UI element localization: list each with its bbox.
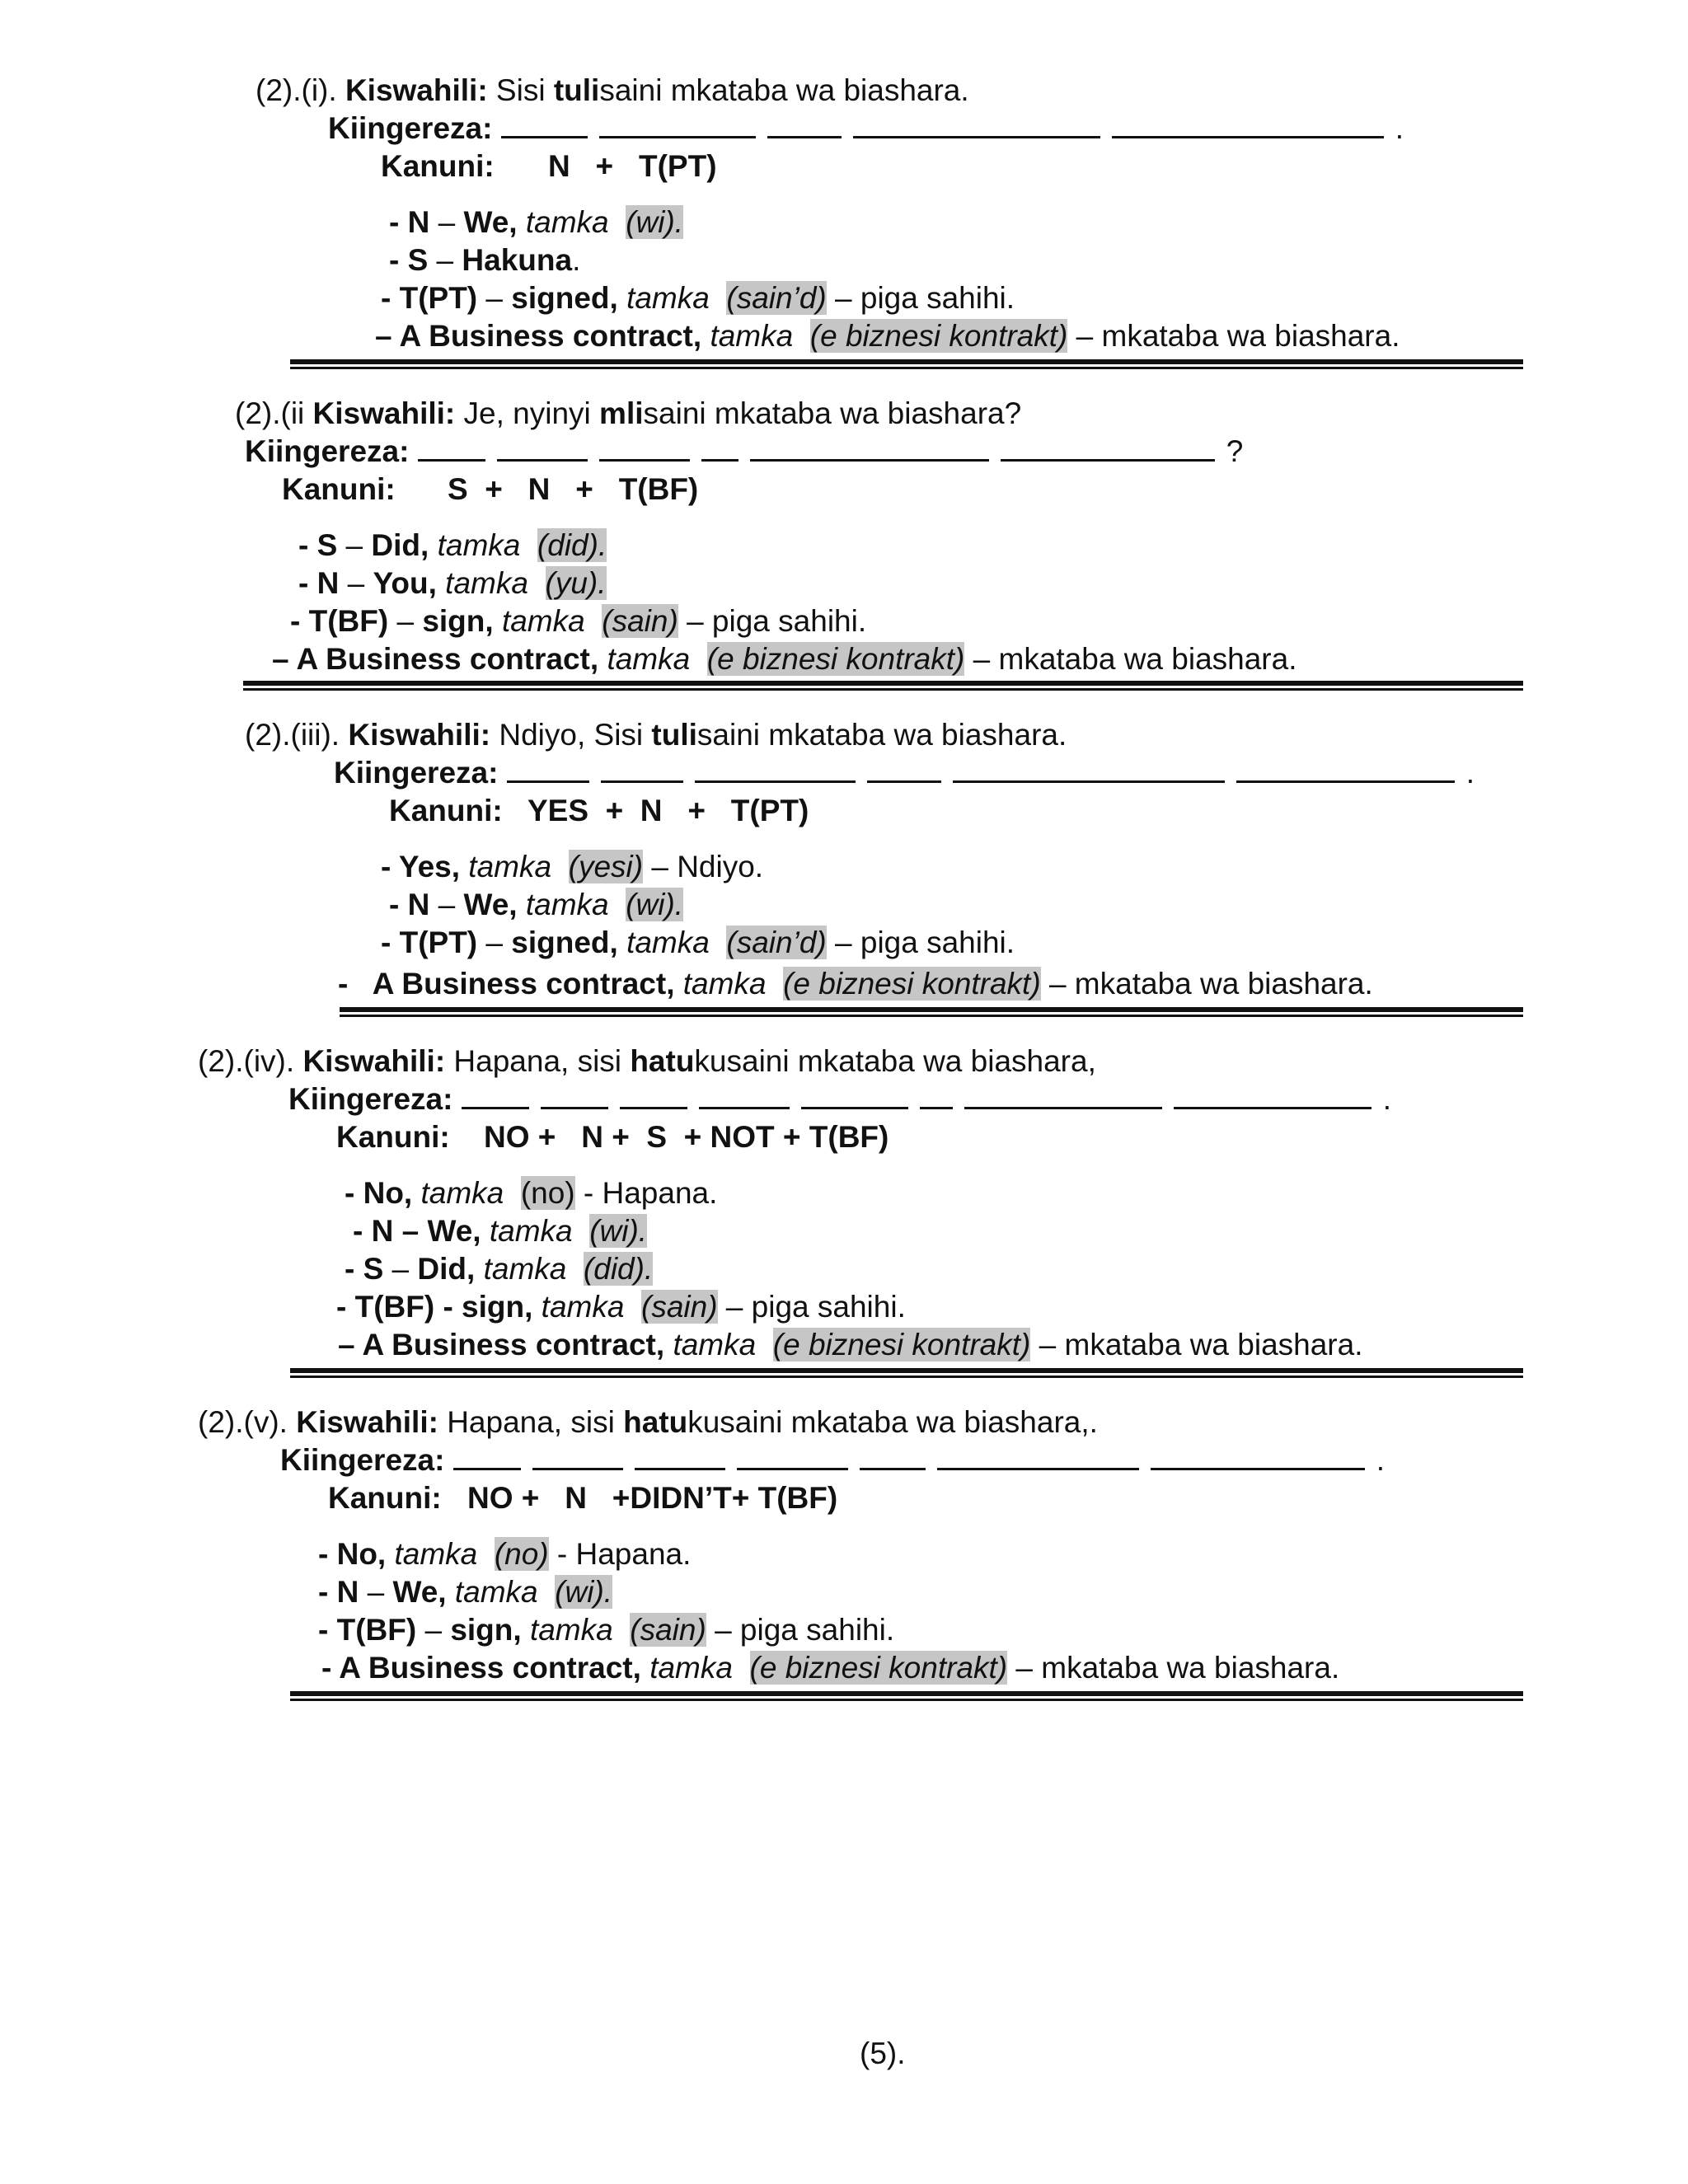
sentence-tense-marker: tuli bbox=[651, 718, 697, 752]
kiingereza-answer-line bbox=[280, 1442, 1385, 1479]
end-punctuation: . bbox=[1465, 756, 1475, 790]
item-prefix: - S bbox=[345, 1252, 384, 1286]
answer-blank[interactable] bbox=[867, 756, 941, 783]
pronunciation-highlight: (e biznesi kontrakt) bbox=[749, 1651, 1008, 1685]
vocabulary-item bbox=[381, 849, 763, 885]
answer-blank[interactable] bbox=[599, 111, 756, 138]
sentence-tense-marker: mli bbox=[599, 396, 644, 430]
swahili-meaning: - Hapana. bbox=[548, 1537, 692, 1571]
vocabulary-item bbox=[345, 1175, 717, 1212]
answer-blank[interactable] bbox=[1112, 111, 1384, 138]
item-separator: – bbox=[383, 1252, 418, 1286]
vocabulary-item bbox=[338, 1327, 1362, 1363]
exercise-number: (2).(iv). bbox=[198, 1044, 295, 1078]
page-number: (5). bbox=[860, 2036, 906, 2070]
answer-blank[interactable] bbox=[1151, 1443, 1365, 1470]
exercise-number: (2).(ii bbox=[235, 396, 305, 430]
kanuni-formula: S + N + T(BF) bbox=[448, 472, 699, 506]
item-prefix: - N – We, bbox=[353, 1214, 481, 1248]
kiingereza-label: Kiingereza: bbox=[245, 434, 410, 468]
kanuni-formula: NO + N +DIDN’T+ T(BF) bbox=[467, 1481, 838, 1515]
item-prefix: - N bbox=[389, 888, 430, 921]
sentence-text: Sisi bbox=[495, 73, 554, 107]
vocabulary-item bbox=[353, 1213, 647, 1249]
tamka-label: tamka bbox=[468, 850, 552, 883]
pronunciation-highlight: (e biznesi kontrakt) bbox=[706, 642, 965, 676]
english-word: A Business contract, bbox=[372, 967, 675, 1001]
answer-blank[interactable] bbox=[453, 1443, 521, 1470]
answer-blank[interactable] bbox=[1174, 1082, 1372, 1109]
kanuni-label: Kanuni: bbox=[328, 1481, 442, 1515]
item-prefix: - S bbox=[298, 528, 338, 562]
kiswahili-sentence bbox=[235, 396, 1021, 432]
item-separator: – bbox=[429, 888, 464, 921]
kanuni-formula: N + T(PT) bbox=[548, 149, 717, 183]
item-prefix: – bbox=[375, 319, 400, 353]
kiswahili-label: Kiswahili: bbox=[312, 396, 456, 430]
item-prefix: - T(BF) bbox=[290, 604, 389, 638]
tamka-label: tamka bbox=[649, 1651, 733, 1685]
kiingereza-answer-line bbox=[334, 755, 1475, 791]
vocabulary-item bbox=[298, 527, 607, 564]
kiingereza-label: Kiingereza: bbox=[334, 756, 499, 790]
kanuni-rule bbox=[328, 1480, 442, 1516]
vocabulary-item bbox=[298, 565, 607, 602]
pronunciation-highlight: (no) bbox=[520, 1176, 575, 1210]
kanuni-label: Kanuni: bbox=[282, 472, 396, 506]
item-prefix: - T(PT) bbox=[381, 926, 478, 959]
vocabulary-item bbox=[389, 887, 683, 923]
kiswahili-label: Kiswahili: bbox=[348, 718, 491, 752]
swahili-meaning: – mkataba wa biashara. bbox=[964, 642, 1297, 676]
sentence-text: saini mkataba wa biashara. bbox=[599, 73, 969, 107]
sentence-tense-marker: tuli bbox=[553, 73, 600, 107]
kanuni-label: Kanuni: bbox=[389, 794, 503, 827]
item-prefix: - N bbox=[318, 1575, 359, 1609]
english-word: sign, bbox=[450, 1613, 522, 1647]
tamka-label: tamka bbox=[420, 1176, 504, 1210]
vocabulary-item bbox=[336, 1289, 906, 1325]
section-divider bbox=[290, 1691, 1523, 1701]
tamka-label: tamka bbox=[525, 888, 609, 921]
end-punctuation: . bbox=[1382, 1082, 1391, 1116]
section-divider bbox=[340, 1007, 1523, 1017]
answer-blank[interactable] bbox=[501, 111, 588, 138]
kiingereza-label: Kiingereza: bbox=[288, 1082, 453, 1116]
english-word: signed, bbox=[511, 281, 618, 315]
sentence-tense-marker: hatu bbox=[630, 1044, 695, 1078]
end-punctuation: . bbox=[1395, 111, 1404, 145]
pronunciation-highlight: (e biznesi kontrakt) bbox=[772, 1328, 1031, 1361]
vocabulary-item bbox=[389, 242, 580, 279]
tamka-label: tamka bbox=[541, 1290, 625, 1324]
exercise-number: (2).(iii). bbox=[245, 718, 340, 752]
swahili-meaning: – Ndiyo. bbox=[643, 850, 764, 883]
english-word: Did, bbox=[417, 1252, 476, 1286]
swahili-meaning: – mkataba wa biashara. bbox=[1030, 1328, 1363, 1361]
answer-blank[interactable] bbox=[964, 1082, 1162, 1109]
swahili-meaning: - Hapana. bbox=[574, 1176, 718, 1210]
item-separator: – bbox=[388, 604, 423, 638]
vocabulary-item bbox=[375, 318, 1400, 354]
tamka-label: tamka bbox=[483, 1252, 567, 1286]
kiswahili-label: Kiswahili: bbox=[296, 1405, 438, 1439]
item-prefix: - N bbox=[389, 205, 430, 239]
kiingereza-label: Kiingereza: bbox=[280, 1443, 445, 1477]
pronunciation-highlight: (sain’d) bbox=[726, 926, 827, 959]
english-word: A Business contract, bbox=[362, 1328, 665, 1361]
pronunciation-highlight: (wi). bbox=[555, 1575, 613, 1609]
kanuni-label: Kanuni: bbox=[381, 149, 495, 183]
section-divider bbox=[290, 359, 1523, 369]
vocabulary-item bbox=[345, 1251, 653, 1287]
kiswahili-sentence bbox=[198, 1404, 1098, 1441]
vocabulary-item bbox=[290, 603, 866, 640]
english-word: sign, bbox=[422, 604, 494, 638]
end-punctuation: ? bbox=[1226, 434, 1244, 468]
answer-blank[interactable] bbox=[767, 111, 842, 138]
item-prefix: - T(PT) bbox=[381, 281, 478, 315]
pronunciation-highlight: (yu). bbox=[545, 566, 607, 600]
item-prefix: - T(BF) - bbox=[336, 1290, 462, 1324]
answer-blank[interactable] bbox=[601, 756, 683, 783]
english-word: A Business contract, bbox=[339, 1651, 641, 1685]
sentence-text: Hapana, sisi bbox=[447, 1405, 624, 1439]
vocabulary-item bbox=[389, 204, 683, 241]
pronunciation-highlight: (sain) bbox=[602, 604, 678, 638]
item-separator: – bbox=[477, 281, 512, 315]
answer-blank[interactable] bbox=[937, 1443, 1139, 1470]
sentence-text: Ndiyo, Sisi bbox=[499, 718, 652, 752]
kanuni-formula: YES + N + T(PT) bbox=[528, 794, 809, 827]
kiingereza-answer-line bbox=[245, 434, 1243, 470]
vocabulary-item bbox=[272, 641, 1296, 677]
item-prefix: - bbox=[321, 1651, 340, 1685]
swahili-meaning: – piga sahihi. bbox=[706, 1613, 895, 1647]
tamka-label: tamka bbox=[454, 1575, 538, 1609]
sentence-text: saini mkataba wa biashara? bbox=[643, 396, 1022, 430]
kiswahili-label: Kiswahili: bbox=[302, 1044, 446, 1078]
pronunciation-highlight: (wi). bbox=[589, 1214, 648, 1248]
sentence-text: Hapana, sisi bbox=[453, 1044, 631, 1078]
answer-blank[interactable] bbox=[737, 1443, 848, 1470]
sentence-text: Je, nyinyi bbox=[463, 396, 600, 430]
swahili-meaning: – mkataba wa biashara. bbox=[1007, 1651, 1340, 1685]
pronunciation-highlight: (sain’d) bbox=[726, 281, 827, 315]
pronunciation-highlight: (did). bbox=[537, 528, 607, 562]
item-separator: – bbox=[339, 566, 373, 600]
item-prefix: - T(BF) bbox=[318, 1613, 417, 1647]
tamka-label: tamka bbox=[682, 967, 767, 1001]
vocabulary-item bbox=[318, 1574, 612, 1610]
tamka-label: tamka bbox=[626, 926, 710, 959]
answer-blank[interactable] bbox=[1236, 756, 1455, 783]
tamka-label: tamka bbox=[489, 1214, 573, 1248]
kanuni-label: Kanuni: bbox=[336, 1120, 450, 1154]
vocabulary-item bbox=[318, 1536, 691, 1572]
item-prefix: – bbox=[272, 642, 297, 676]
tamka-label: tamka bbox=[501, 604, 585, 638]
kanuni-rule bbox=[389, 793, 503, 829]
tamka-label: tamka bbox=[673, 1328, 757, 1361]
pronunciation-highlight: (did). bbox=[583, 1252, 654, 1286]
answer-blank[interactable] bbox=[635, 1443, 725, 1470]
pronunciation-highlight: (no) bbox=[494, 1537, 549, 1571]
section-divider bbox=[243, 681, 1523, 691]
english-word: We, bbox=[463, 888, 518, 921]
sentence-text: kusaini mkataba wa biashara,. bbox=[687, 1405, 1098, 1439]
sentence-tense-marker: hatu bbox=[623, 1405, 688, 1439]
answer-blank[interactable] bbox=[860, 1443, 926, 1470]
kiswahili-sentence bbox=[245, 717, 1067, 753]
swahili-meaning: – piga sahihi. bbox=[826, 926, 1015, 959]
item-separator: – bbox=[428, 243, 462, 277]
answer-blank[interactable] bbox=[750, 434, 989, 462]
kanuni-formula: NO + N + S + NOT + T(BF) bbox=[484, 1120, 889, 1154]
tamka-label: tamka bbox=[607, 642, 691, 676]
swahili-meaning: – mkataba wa biashara. bbox=[1040, 967, 1373, 1001]
answer-blank[interactable] bbox=[801, 1082, 908, 1109]
item-prefix: - Yes, bbox=[381, 850, 461, 883]
kiingereza-answer-line bbox=[288, 1081, 1391, 1118]
item-tail: . bbox=[572, 243, 581, 277]
answer-blank[interactable] bbox=[953, 756, 1225, 783]
tamka-label: tamka bbox=[437, 528, 521, 562]
item-prefix: – bbox=[338, 1328, 363, 1361]
item-separator: – bbox=[477, 926, 512, 959]
item-prefix: - No, bbox=[345, 1176, 413, 1210]
kanuni-rule bbox=[282, 471, 396, 508]
answer-blank[interactable] bbox=[853, 111, 1100, 138]
answer-blank[interactable] bbox=[462, 1082, 529, 1109]
item-separator: – bbox=[429, 205, 464, 239]
answer-blank[interactable] bbox=[541, 1082, 608, 1109]
swahili-meaning: – mkataba wa biashara. bbox=[1067, 319, 1400, 353]
english-word: We, bbox=[463, 205, 518, 239]
answer-blank[interactable] bbox=[599, 434, 690, 462]
answer-blank[interactable] bbox=[418, 434, 485, 462]
english-word: Hakuna bbox=[462, 243, 573, 277]
vocabulary-item bbox=[381, 925, 1015, 961]
swahili-meaning: – piga sahihi. bbox=[678, 604, 867, 638]
item-prefix: - No, bbox=[318, 1537, 387, 1571]
english-word: You, bbox=[373, 566, 437, 600]
section-divider bbox=[290, 1368, 1523, 1378]
answer-blank[interactable] bbox=[620, 1082, 687, 1109]
exercise-number: (2).(v). bbox=[198, 1405, 288, 1439]
vocabulary-item bbox=[321, 1650, 1339, 1686]
answer-blank[interactable] bbox=[695, 756, 856, 783]
vocabulary-item bbox=[338, 966, 1373, 1002]
pronunciation-highlight: (wi). bbox=[626, 205, 684, 239]
tamka-label: tamka bbox=[394, 1537, 478, 1571]
english-word: A Business contract, bbox=[399, 319, 702, 353]
english-word: sign, bbox=[462, 1290, 533, 1324]
pronunciation-highlight: (sain) bbox=[630, 1613, 706, 1647]
tamka-label: tamka bbox=[710, 319, 794, 353]
pronunciation-highlight: (e biznesi kontrakt) bbox=[783, 967, 1041, 1001]
english-word: A Business contract, bbox=[296, 642, 599, 676]
answer-blank[interactable] bbox=[507, 756, 589, 783]
tamka-label: tamka bbox=[529, 1613, 613, 1647]
kiingereza-label: Kiingereza: bbox=[328, 111, 493, 145]
answer-blank[interactable] bbox=[1001, 434, 1215, 462]
sentence-text: saini mkataba wa biashara. bbox=[696, 718, 1067, 752]
answer-blank[interactable] bbox=[701, 434, 738, 462]
vocabulary-item bbox=[381, 280, 1015, 316]
kiingereza-answer-line bbox=[328, 110, 1404, 147]
kiswahili-label: Kiswahili: bbox=[345, 73, 488, 107]
pronunciation-highlight: (e biznesi kontrakt) bbox=[809, 319, 1068, 353]
answer-blank[interactable] bbox=[920, 1082, 953, 1109]
english-word: Did, bbox=[371, 528, 429, 562]
item-prefix: - S bbox=[389, 243, 429, 277]
item-prefix: - N bbox=[298, 566, 340, 600]
sentence-text: kusaini mkataba wa biashara, bbox=[694, 1044, 1096, 1078]
swahili-meaning: – piga sahihi. bbox=[826, 281, 1015, 315]
end-punctuation: . bbox=[1376, 1443, 1385, 1477]
item-separator: – bbox=[359, 1575, 393, 1609]
answer-blank[interactable] bbox=[532, 1443, 623, 1470]
kiswahili-sentence bbox=[198, 1043, 1096, 1080]
english-word: signed, bbox=[511, 926, 618, 959]
tamka-label: tamka bbox=[626, 281, 710, 315]
exercise-number: (2).(i). bbox=[256, 73, 337, 107]
kanuni-rule bbox=[336, 1119, 450, 1155]
swahili-meaning: – piga sahihi. bbox=[717, 1290, 906, 1324]
kiswahili-sentence bbox=[256, 73, 969, 109]
item-prefix: - bbox=[338, 967, 373, 1001]
answer-blank[interactable] bbox=[497, 434, 588, 462]
pronunciation-highlight: (sain) bbox=[641, 1290, 718, 1324]
pronunciation-highlight: (wi). bbox=[626, 888, 684, 921]
tamka-label: tamka bbox=[445, 566, 528, 600]
vocabulary-item bbox=[318, 1612, 894, 1648]
item-separator: – bbox=[416, 1613, 451, 1647]
kanuni-rule bbox=[381, 148, 495, 185]
pronunciation-highlight: (yesi) bbox=[568, 850, 644, 883]
english-word: We, bbox=[392, 1575, 447, 1609]
item-separator: – bbox=[337, 528, 372, 562]
tamka-label: tamka bbox=[525, 205, 609, 239]
answer-blank[interactable] bbox=[699, 1082, 790, 1109]
